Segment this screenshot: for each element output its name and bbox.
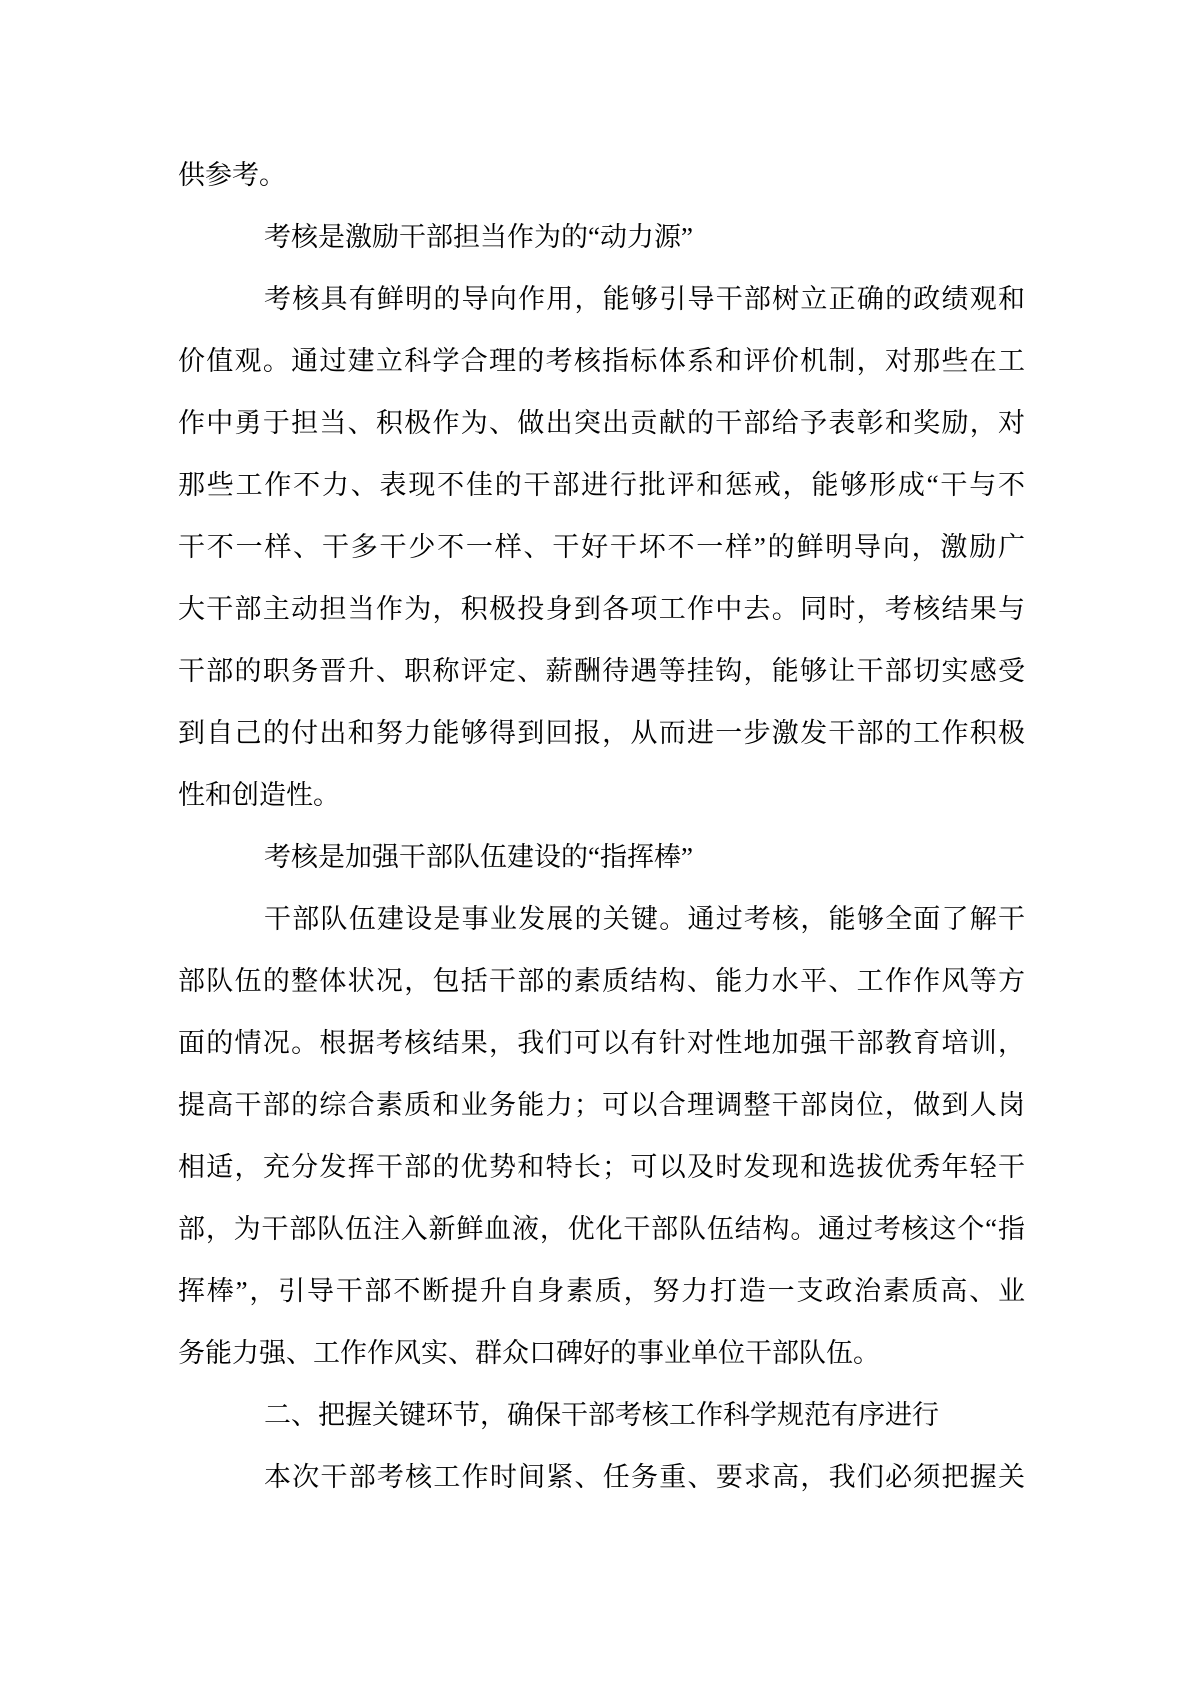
body-text-line: 面的情况。根据考核结果，我们可以有针对性地加强干部教育培训，: [178, 1028, 1025, 1058]
body-text-line: 价值观。通过建立科学合理的考核指标体系和评价机制，对那些在工: [178, 346, 1025, 376]
body-text-line: 性和创造性。: [178, 780, 340, 810]
body-text-line: 那些工作不力、表现不佳的干部进行批评和惩戒，能够形成“干与不: [178, 470, 1025, 500]
section-heading-2: 二、把握关键环节，确保干部考核工作科学规范有序进行: [264, 1400, 939, 1430]
subheading-command-baton: 考核是加强干部队伍建设的“指挥棒”: [264, 842, 693, 872]
body-text-line: 考核具有鲜明的导向作用，能够引导干部树立正确的政绩观和: [264, 284, 1025, 314]
body-text-line: 干部队伍建设是事业发展的关键。通过考核，能够全面了解干: [264, 904, 1025, 934]
subheading-motivation-source: 考核是激励干部担当作为的“动力源”: [264, 222, 693, 252]
body-text-line: 作中勇于担当、积极作为、做出突出贡献的干部给予表彰和奖励，对: [178, 408, 1025, 438]
body-text-line: 挥棒”，引导干部不断提升自身素质，努力打造一支政治素质高、业: [178, 1276, 1025, 1306]
body-text-line: 相适，充分发挥干部的优势和特长；可以及时发现和选拔优秀年轻干: [178, 1152, 1025, 1182]
body-text-line: 务能力强、工作作风实、群众口碑好的事业单位干部队伍。: [178, 1338, 880, 1368]
paragraph-continuation-line: 供参考。: [178, 160, 286, 190]
body-text-line: 干不一样、干多干少不一样、干好干坏不一样”的鲜明导向，激励广: [178, 532, 1025, 562]
body-text-line: 本次干部考核工作时间紧、任务重、要求高，我们必须把握关: [264, 1462, 1025, 1492]
body-text-line: 部队伍的整体状况，包括干部的素质结构、能力水平、工作作风等方: [178, 966, 1025, 996]
body-text-line: 提高干部的综合素质和业务能力；可以合理调整干部岗位，做到人岗: [178, 1090, 1025, 1120]
body-text-line: 干部的职务晋升、职称评定、薪酬待遇等挂钩，能够让干部切实感受: [178, 656, 1025, 686]
body-text-line: 大干部主动担当作为，积极投身到各项工作中去。同时，考核结果与: [178, 594, 1025, 624]
body-text-line: 部，为干部队伍注入新鲜血液，优化干部队伍结构。通过考核这个“指: [178, 1214, 1025, 1244]
body-text-line: 到自己的付出和努力能够得到回报，从而进一步激发干部的工作积极: [178, 718, 1025, 748]
